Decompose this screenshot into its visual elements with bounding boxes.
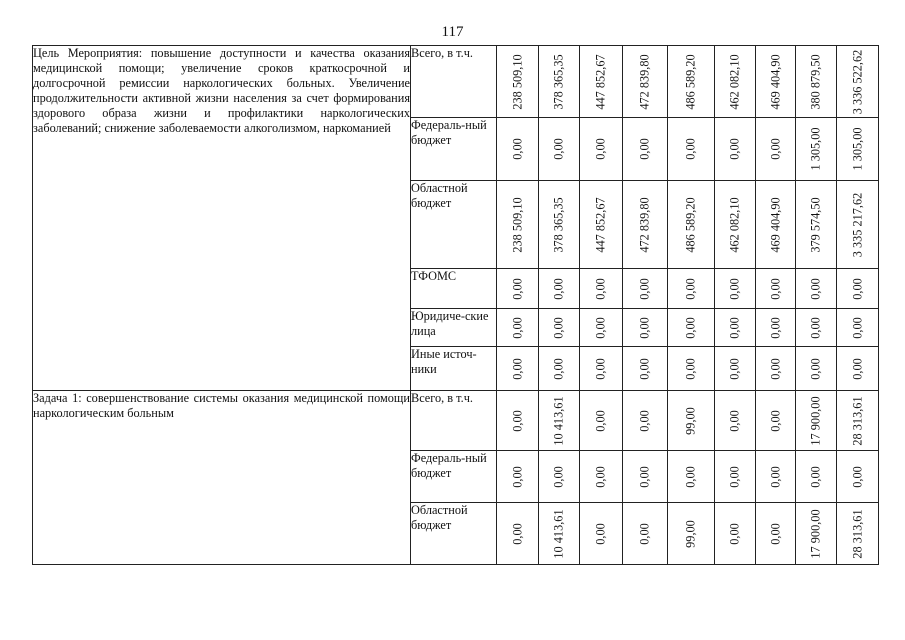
value-cell: 0,00: [756, 391, 796, 451]
value-cell: 380 879,50: [796, 46, 837, 118]
value-cell: 0,00: [497, 309, 539, 347]
value-cell: 462 082,10: [715, 181, 756, 269]
row-label: Федераль-ный бюджет: [411, 118, 497, 181]
value-cell: 0,00: [715, 347, 756, 391]
value-cell: 0,00: [497, 503, 539, 565]
value-cell: 3 336 522,62: [837, 46, 879, 118]
value-cell: 17 900,00: [796, 391, 837, 451]
section-description: Цель Мероприятия: повышение доступности и качества оказания медицинской помощи; увеличение сроков краткосрочной и долгосрочной ремиссии наркологических больных. Увеличение продолжительности активной жизни населения за счет формирования здорового образа жизни и профилактики наркологических заболеваний; снижение заболеваемости алкоголизмом, наркоманией: [33, 46, 411, 391]
value-cell: 99,00: [668, 503, 715, 565]
budget-table: [32, 45, 879, 565]
value-cell: 0,00: [580, 118, 623, 181]
value-cell: 0,00: [539, 118, 580, 181]
value-cell: 238 509,10: [497, 181, 539, 269]
value-cell: 447 852,67: [580, 46, 623, 118]
value-cell: 0,00: [837, 269, 879, 309]
value-cell: 0,00: [756, 118, 796, 181]
value-cell: 0,00: [539, 451, 580, 503]
value-cell: 0,00: [539, 347, 580, 391]
value-cell: 0,00: [580, 503, 623, 565]
value-cell: 0,00: [497, 451, 539, 503]
row-label: Всего, в т.ч.: [411, 46, 497, 118]
row-label: Областной бюджет: [411, 181, 497, 269]
value-cell: 0,00: [715, 309, 756, 347]
value-cell: 0,00: [623, 451, 668, 503]
value-cell: 0,00: [668, 451, 715, 503]
value-cell: 0,00: [756, 309, 796, 347]
row-label: Иные источ-ники: [411, 347, 497, 391]
value-cell: 0,00: [796, 269, 837, 309]
value-cell: 0,00: [580, 451, 623, 503]
value-cell: 1 305,00: [796, 118, 837, 181]
value-cell: 0,00: [668, 269, 715, 309]
value-cell: 379 574,50: [796, 181, 837, 269]
value-cell: 1 305,00: [837, 118, 879, 181]
value-cell: 28 313,61: [837, 391, 879, 451]
value-cell: 0,00: [623, 309, 668, 347]
table-row: [33, 46, 879, 118]
section-description: Задача 1: совершенствование системы оказания медицинской помощи наркологическим больным: [33, 391, 411, 565]
value-cell: 0,00: [796, 451, 837, 503]
value-cell: 0,00: [837, 309, 879, 347]
value-cell: 0,00: [668, 118, 715, 181]
value-cell: 486 589,20: [668, 46, 715, 118]
value-cell: 17 900,00: [796, 503, 837, 565]
value-cell: 472 839,80: [623, 181, 668, 269]
page-number: 117: [441, 24, 464, 40]
value-cell: 10 413,61: [539, 391, 580, 451]
value-cell: 0,00: [796, 309, 837, 347]
value-cell: 0,00: [497, 269, 539, 309]
value-cell: 0,00: [539, 309, 580, 347]
value-cell: 28 313,61: [837, 503, 879, 565]
value-cell: 99,00: [668, 391, 715, 451]
value-cell: 0,00: [623, 391, 668, 451]
value-cell: 0,00: [756, 503, 796, 565]
value-cell: 0,00: [715, 391, 756, 451]
value-cell: 0,00: [837, 347, 879, 391]
value-cell: 0,00: [497, 347, 539, 391]
value-cell: 0,00: [756, 269, 796, 309]
row-label: Юридиче-ские лица: [411, 309, 497, 347]
value-cell: 472 839,80: [623, 46, 668, 118]
value-cell: 0,00: [623, 503, 668, 565]
value-cell: 462 082,10: [715, 46, 756, 118]
value-cell: 0,00: [668, 309, 715, 347]
budget-table-body: [33, 46, 879, 565]
value-cell: 0,00: [756, 451, 796, 503]
row-label: Всего, в т.ч.: [411, 391, 497, 451]
value-cell: 469 404,90: [756, 181, 796, 269]
value-cell: 0,00: [715, 451, 756, 503]
row-label: Областной бюджет: [411, 503, 497, 565]
value-cell: 378 365,35: [539, 46, 580, 118]
value-cell: 0,00: [497, 391, 539, 451]
value-cell: 0,00: [580, 309, 623, 347]
value-cell: 10 413,61: [539, 503, 580, 565]
value-cell: 3 335 217,62: [837, 181, 879, 269]
value-cell: 0,00: [623, 269, 668, 309]
value-cell: 238 509,10: [497, 46, 539, 118]
value-cell: 0,00: [580, 347, 623, 391]
value-cell: 0,00: [580, 391, 623, 451]
row-label: Федераль-ный бюджет: [411, 451, 497, 503]
value-cell: 0,00: [497, 118, 539, 181]
table-row: [33, 391, 879, 451]
value-cell: 0,00: [623, 118, 668, 181]
value-cell: 0,00: [837, 451, 879, 503]
value-cell: 0,00: [715, 503, 756, 565]
value-cell: 469 404,90: [756, 46, 796, 118]
value-cell: 378 365,35: [539, 181, 580, 269]
value-cell: 0,00: [623, 347, 668, 391]
value-cell: 0,00: [539, 269, 580, 309]
row-label: ТФОМС: [411, 269, 497, 309]
value-cell: 0,00: [756, 347, 796, 391]
value-cell: 447 852,67: [580, 181, 623, 269]
value-cell: 0,00: [715, 118, 756, 181]
value-cell: 0,00: [796, 347, 837, 391]
value-cell: 0,00: [668, 347, 715, 391]
value-cell: 0,00: [715, 269, 756, 309]
value-cell: 486 589,20: [668, 181, 715, 269]
value-cell: 0,00: [580, 269, 623, 309]
